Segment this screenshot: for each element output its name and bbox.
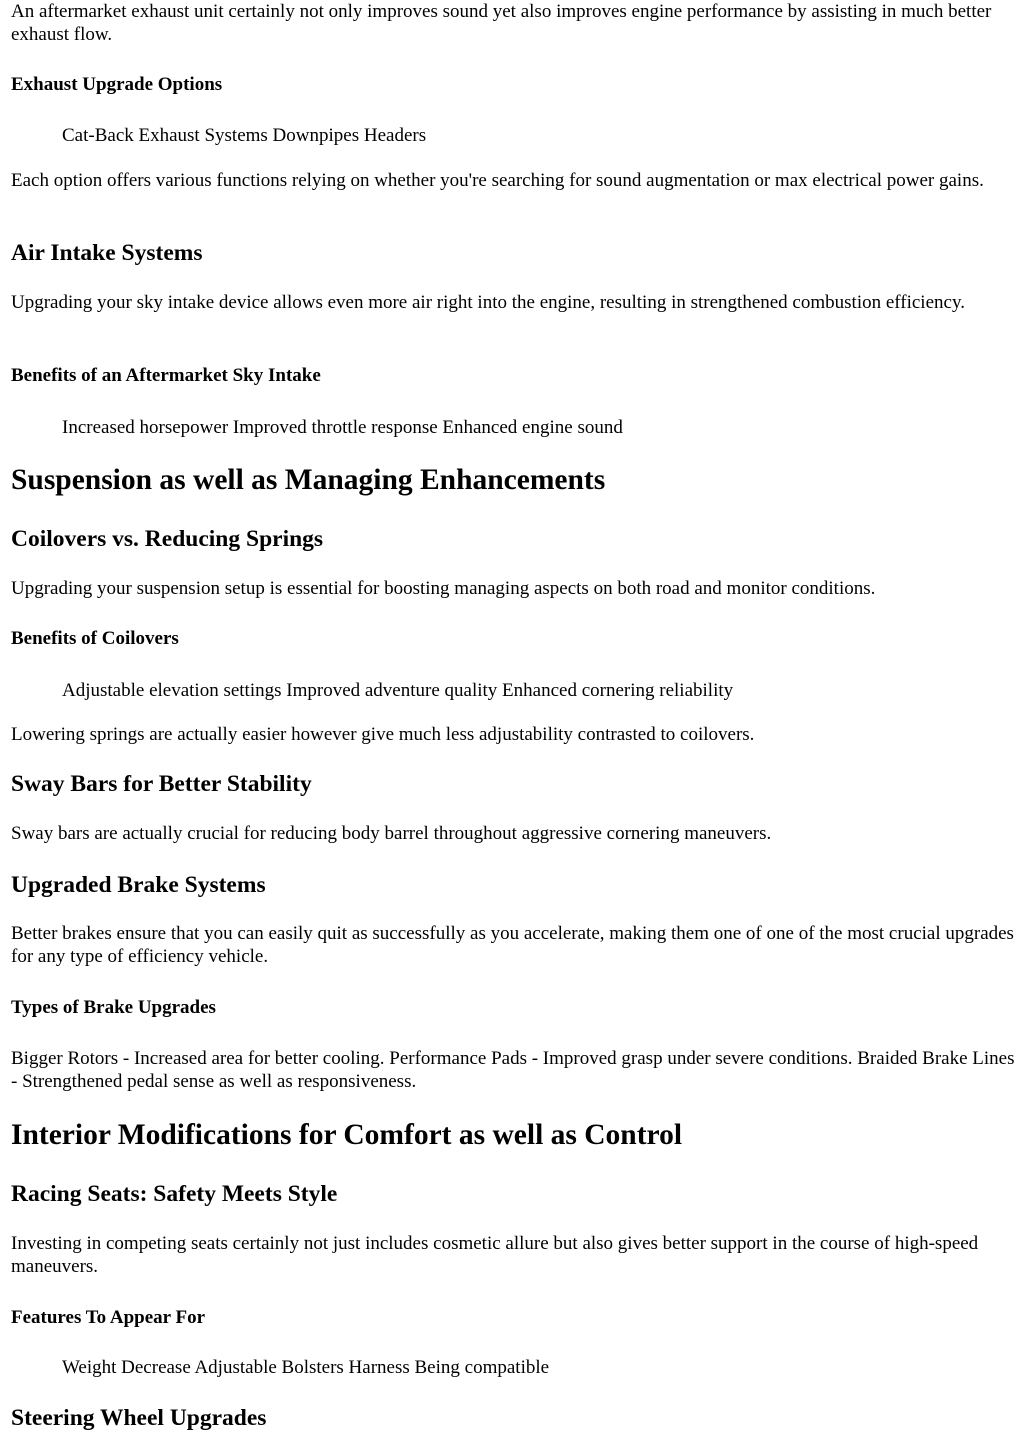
exhaust-options-list: Cat-Back Exhaust Systems Downpipes Headers xyxy=(62,125,427,146)
features-heading: Features To Appear For xyxy=(11,1307,206,1328)
steering-wheel-heading: Steering Wheel Upgrades xyxy=(11,1405,267,1431)
lowering-springs-paragraph: Lowering springs are actually easier however give much less adjustability contrasted to coilovers. xyxy=(11,724,755,745)
exhaust-intro-paragraph: An aftermarket exhaust unit certainly not only improves sound yet also improves engine performance by assisting in much better exhaust flow. xyxy=(11,1,992,45)
exhaust-options-heading: Exhaust Upgrade Options xyxy=(11,74,223,95)
brakes-paragraph: Better brakes ensure that you can easily quit as successfully as you accelerate, making them one of one of the most crucial upgrades for any type of efficiency vehicle. xyxy=(11,923,1014,967)
exhaust-options-paragraph: Each option offers various functions relying on whether you're searching for sound augmentation or max electrical power gains. xyxy=(11,170,984,191)
coilovers-benefits-list: Adjustable elevation settings Improved adventure quality Enhanced cornering reliability xyxy=(62,680,734,701)
sway-bars-heading: Sway Bars for Better Stability xyxy=(11,771,312,797)
brake-types-paragraph: Bigger Rotors - Increased area for better cooling. Performance Pads - Improved grasp under severe conditions. Braided Brake Lines - Strengthened pedal sense as well as responsiveness. xyxy=(11,1048,1015,1092)
coilovers-benefits-heading: Benefits of Coilovers xyxy=(11,628,179,649)
features-list: Weight Decrease Adjustable Bolsters Harness Being compatible xyxy=(62,1357,550,1378)
brakes-heading: Upgraded Brake Systems xyxy=(11,872,266,898)
coilovers-paragraph: Upgrading your suspension setup is essential for boosting managing aspects on both road and monitor conditions. xyxy=(11,578,876,599)
air-intake-paragraph: Upgrading your sky intake device allows even more air right into the engine, resulting in strengthened combustion efficiency. xyxy=(11,292,965,313)
coilovers-heading: Coilovers vs. Reducing Springs xyxy=(11,526,324,552)
racing-seats-paragraph: Investing in competing seats certainly not just includes cosmetic allure but also gives better support in the course of high-speed maneuvers. xyxy=(11,1233,979,1277)
brake-types-heading: Types of Brake Upgrades xyxy=(11,997,216,1018)
racing-seats-heading: Racing Seats: Safety Meets Style xyxy=(11,1181,338,1207)
suspension-section-heading: Suspension as well as Managing Enhancements xyxy=(11,464,606,496)
air-intake-heading: Air Intake Systems xyxy=(11,240,203,266)
air-intake-benefits-list: Increased horsepower Improved throttle response Enhanced engine sound xyxy=(62,417,623,438)
sway-bars-paragraph: Sway bars are actually crucial for reducing body barrel throughout aggressive cornering maneuvers. xyxy=(11,823,772,844)
air-intake-benefits-heading: Benefits of an Aftermarket Sky Intake xyxy=(11,365,321,386)
interior-section-heading: Interior Modifications for Comfort as well as Control xyxy=(11,1119,683,1151)
